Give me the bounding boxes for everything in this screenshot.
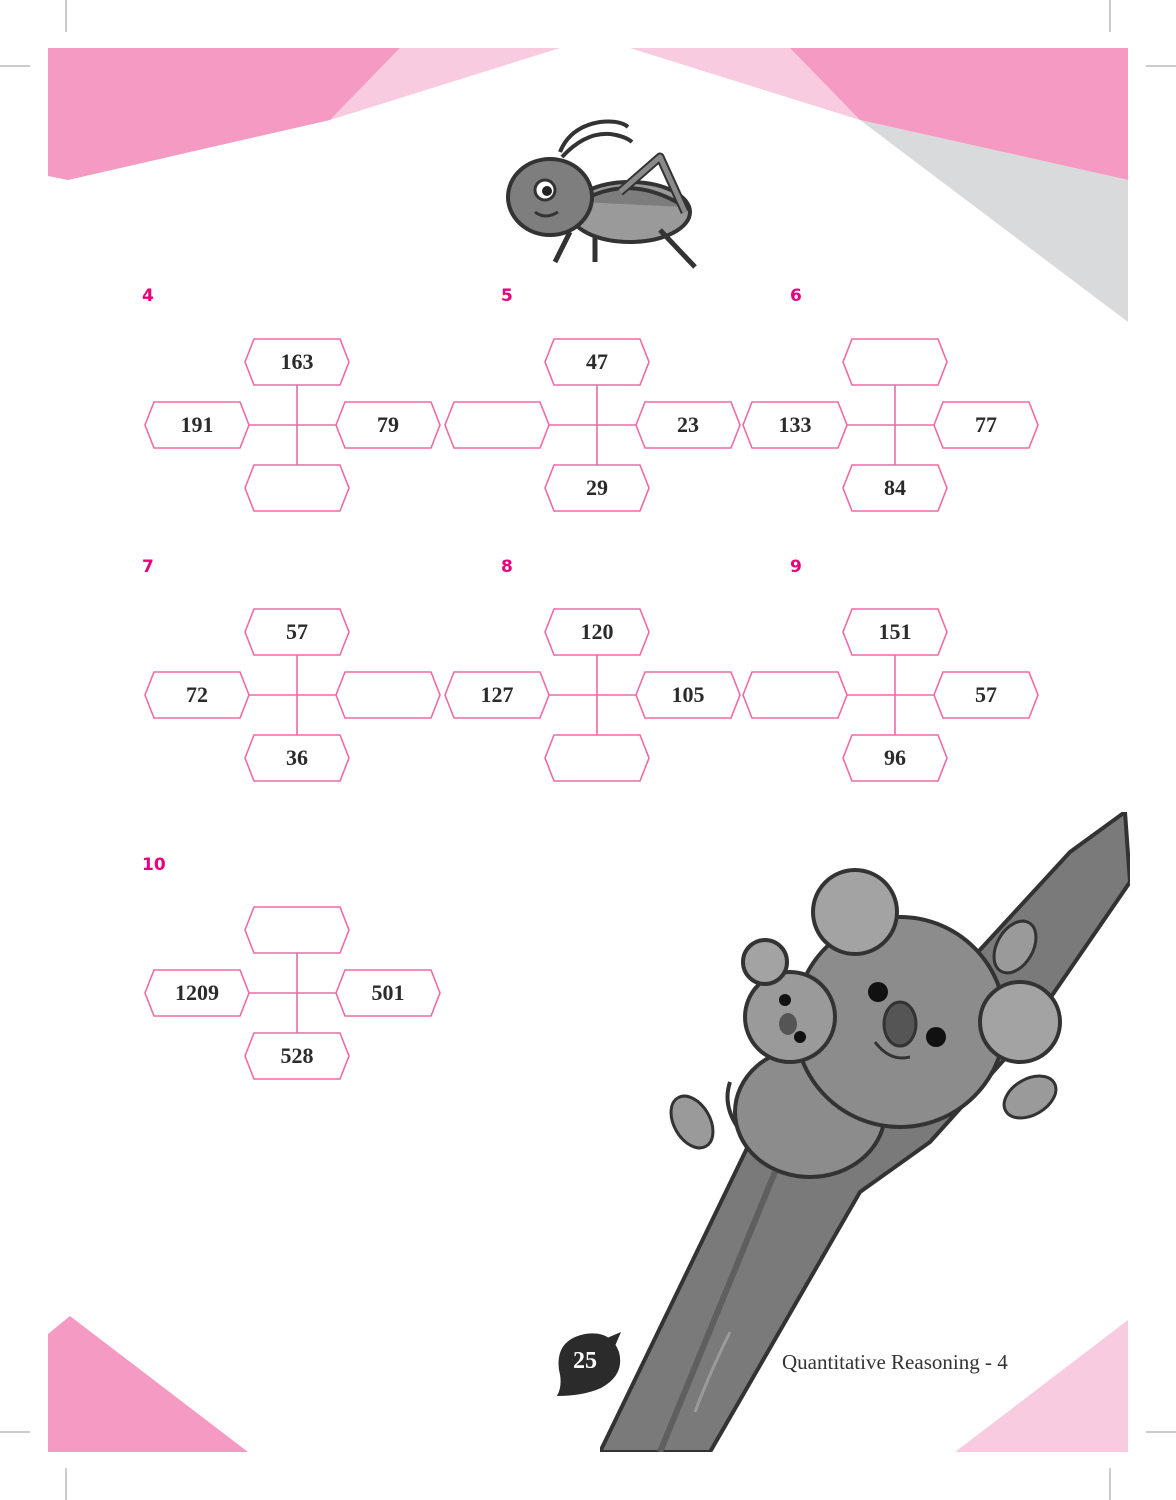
hex-box-top <box>244 338 350 386</box>
hex-box-right <box>933 671 1039 719</box>
hex-box-left <box>444 671 550 719</box>
hex-value: 501 <box>371 980 405 1005</box>
question-number: 6 <box>790 286 802 306</box>
hex-value: 120 <box>580 619 614 644</box>
hex-box-top <box>544 338 650 386</box>
hex-value: 57 <box>975 682 997 707</box>
hex-value: 105 <box>671 682 705 707</box>
hex-value: 133 <box>778 412 812 437</box>
hex-box-bottom <box>842 464 948 512</box>
decor-bottom-left <box>48 1316 248 1452</box>
hex-value: 151 <box>878 619 912 644</box>
hex-value: 163 <box>280 349 314 374</box>
grasshopper-illustration <box>500 112 700 272</box>
hex-value: 1209 <box>175 980 219 1005</box>
hex-box-right <box>635 671 741 719</box>
hex-box-left-answer[interactable] <box>444 401 550 449</box>
hex-box-bottom-answer[interactable] <box>244 464 350 512</box>
book-title: Quantitative Reasoning - 4 <box>782 1350 1008 1374</box>
hex-box-left-answer[interactable] <box>742 671 848 719</box>
hex-box-right <box>933 401 1039 449</box>
hex-box-left <box>144 969 250 1017</box>
hex-value: 23 <box>677 412 699 437</box>
question-number: 4 <box>142 286 154 306</box>
question-number: 7 <box>142 557 154 577</box>
hex-value: 36 <box>286 745 308 770</box>
hex-value: 29 <box>586 475 608 500</box>
page-number: 25 <box>573 1348 597 1374</box>
hex-value: 57 <box>286 619 308 644</box>
hex-box-bottom <box>244 734 350 782</box>
hex-box-top <box>544 608 650 656</box>
hex-box-bottom-answer[interactable] <box>544 734 650 782</box>
question-number: 8 <box>501 557 513 577</box>
hex-box-top <box>244 608 350 656</box>
hex-value: 77 <box>975 412 997 437</box>
hex-box-top-answer[interactable] <box>244 906 350 954</box>
hex-box-right <box>335 969 441 1017</box>
hex-box-right <box>335 401 441 449</box>
hex-value: 47 <box>586 349 608 374</box>
hex-value: 72 <box>186 682 208 707</box>
hex-box-right <box>635 401 741 449</box>
hex-box-left <box>144 401 250 449</box>
hex-value: 96 <box>884 745 906 770</box>
question-number: 5 <box>501 286 513 306</box>
hex-box-bottom <box>544 464 650 512</box>
hex-box-top-answer[interactable] <box>842 338 948 386</box>
hex-value: 127 <box>480 682 514 707</box>
hex-value: 79 <box>377 412 399 437</box>
hex-box-right-answer[interactable] <box>335 671 441 719</box>
hex-value: 84 <box>884 475 906 500</box>
hex-box-left <box>144 671 250 719</box>
hex-value: 528 <box>280 1043 314 1068</box>
question-number: 9 <box>790 557 802 577</box>
hex-value: 191 <box>180 412 214 437</box>
hex-box-bottom <box>842 734 948 782</box>
hex-box-top <box>842 608 948 656</box>
page-number-badge <box>553 1330 621 1396</box>
hex-box-bottom <box>244 1032 350 1080</box>
question-number: 10 <box>142 855 166 875</box>
hex-box-left <box>742 401 848 449</box>
